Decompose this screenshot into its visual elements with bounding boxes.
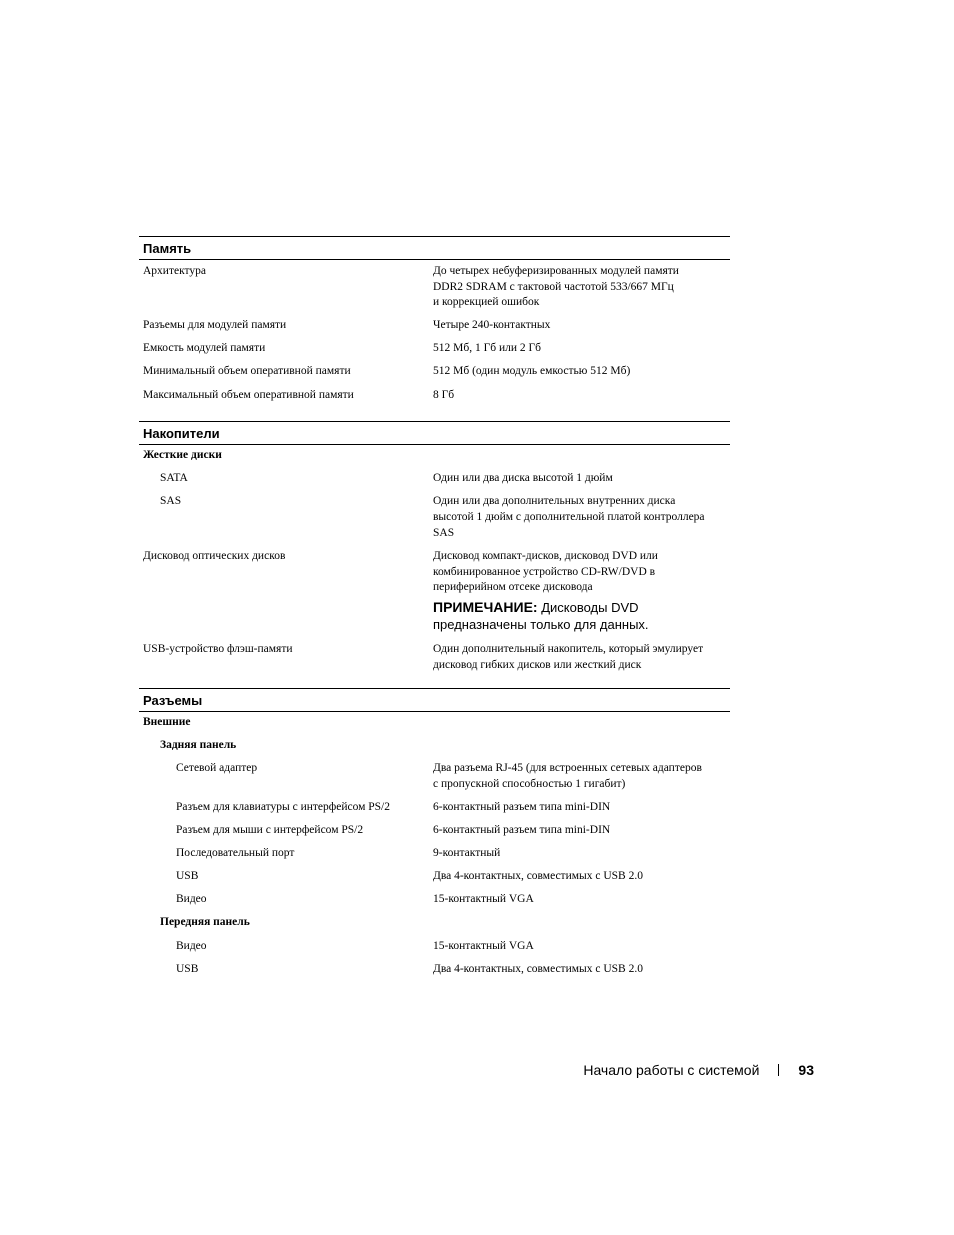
spec-label: SAS bbox=[160, 495, 182, 508]
spec-row-usb-flash bbox=[139, 642, 730, 673]
spec-value: 9-контактный bbox=[433, 847, 501, 860]
spec-row-max-memory bbox=[139, 388, 730, 404]
footer-title: Начало работы с системой bbox=[583, 1062, 760, 1078]
section-heading-drives: Накопители bbox=[139, 421, 730, 445]
spec-row-sas bbox=[139, 494, 730, 541]
spec-label: Видео bbox=[176, 893, 207, 906]
page-number: 93 bbox=[798, 1062, 814, 1078]
spec-label: USB bbox=[176, 962, 199, 975]
spec-value-line: Один или два дополнительных внутренних диска bbox=[433, 495, 676, 508]
spec-value-line: До четырех небуферизированных модулей памяти bbox=[433, 265, 679, 277]
spec-row-min-memory bbox=[139, 364, 730, 380]
spec-label: Видео bbox=[176, 939, 207, 952]
spec-row-front-usb bbox=[139, 962, 730, 978]
spec-label: Дисковод оптических дисков bbox=[143, 550, 286, 563]
subheading-back-panel: Задняя панель bbox=[160, 739, 237, 752]
subheading-hard-drives: Жесткие диски bbox=[143, 449, 222, 462]
spec-row-mouse-port bbox=[139, 823, 730, 839]
spec-table bbox=[139, 236, 730, 977]
spec-value: 512 Мб (один модуль емкостью 512 Мб) bbox=[433, 365, 631, 378]
spec-value-line: Два разъема RJ-45 (для встроенных сетевых адаптеров bbox=[433, 762, 702, 775]
spec-value: Два 4-контактных, совместимых с USB 2.0 bbox=[433, 870, 643, 883]
spec-value-line: высотой 1 дюйм с дополнительной платой контроллера bbox=[433, 510, 705, 523]
note bbox=[433, 599, 730, 633]
spec-label: Разъем для клавиатуры с интерфейсом PS/2 bbox=[176, 800, 391, 813]
spec-value-line: с пропускной способностью 1 гигабит) bbox=[433, 777, 626, 790]
spec-row-module-capacity bbox=[139, 341, 730, 357]
note-label: ПРИМЕЧАНИЕ: bbox=[433, 598, 538, 615]
spec-value-line: периферийном отсеке дисковода bbox=[433, 581, 593, 594]
spec-row-back-video bbox=[139, 892, 730, 908]
spec-value: Один или два диска высотой 1 дюйм bbox=[433, 472, 613, 485]
footer-separator bbox=[778, 1064, 779, 1076]
spec-label: USB bbox=[176, 870, 199, 883]
spec-value: 6-контактный разъем типа mini-DIN bbox=[433, 824, 611, 837]
spec-row-keyboard-port bbox=[139, 800, 730, 816]
spec-value: Четыре 240-контактных bbox=[433, 319, 551, 332]
spec-value-line: комбинированное устройство CD-RW/DVD в bbox=[433, 565, 656, 578]
spec-value bbox=[433, 264, 730, 311]
spec-label: Архитектура bbox=[143, 265, 207, 277]
spec-row-back-usb bbox=[139, 869, 730, 885]
spec-label: Максимальный объем оперативной памяти bbox=[143, 388, 354, 401]
spec-value: 512 Мб, 1 Гб или 2 Гб bbox=[433, 342, 541, 355]
spec-row-front-video bbox=[139, 939, 730, 955]
spec-value-line: DDR2 SDRAM с тактовой частотой 533/667 МГц bbox=[433, 280, 674, 293]
spec-label: USB-устройство флэш-памяти bbox=[143, 642, 293, 655]
spec-value: 6-контактный разъем типа mini-DIN bbox=[433, 800, 611, 813]
spec-value: 15-контактный VGA bbox=[433, 939, 534, 952]
spec-value bbox=[433, 642, 730, 673]
spec-value: 15-контактный VGA bbox=[433, 893, 534, 906]
page-footer bbox=[583, 1062, 814, 1078]
spec-value-line: и коррекцией ошибок bbox=[433, 296, 540, 309]
spec-label: Емкость модулей памяти bbox=[143, 342, 266, 355]
spec-row-serial-port bbox=[139, 846, 730, 862]
spec-value-line: дисковод гибких дисков или жесткий диск bbox=[433, 658, 642, 671]
spec-value-line: Один дополнительный накопитель, который эмулирует bbox=[433, 642, 704, 655]
spec-row-network-adapter bbox=[139, 761, 730, 792]
spec-row-sata bbox=[139, 471, 730, 487]
spec-value: 8 Гб bbox=[433, 388, 455, 401]
spec-label: Минимальный объем оперативной памяти bbox=[143, 365, 351, 378]
spec-value bbox=[433, 549, 730, 633]
spec-label: SATA bbox=[160, 472, 188, 485]
spec-label: Последовательный порт bbox=[176, 847, 295, 860]
section-heading-memory: Память bbox=[139, 236, 730, 260]
spec-label: Сетевой адаптер bbox=[176, 762, 258, 775]
spec-row-architecture bbox=[139, 264, 730, 311]
spec-value-line: Дисковод компакт-дисков, дисковод DVD или bbox=[433, 550, 658, 563]
spec-value bbox=[433, 494, 730, 541]
spec-label: Разъем для мыши с интерфейсом PS/2 bbox=[176, 824, 364, 837]
subheading-front-panel: Передняя панель bbox=[160, 916, 250, 929]
spec-label: Разъемы для модулей памяти bbox=[143, 319, 287, 332]
spec-row-optical-drive bbox=[139, 549, 730, 633]
note-text: предназначены только для данных. bbox=[433, 616, 649, 632]
spec-value bbox=[433, 761, 730, 792]
subheading-external: Внешние bbox=[143, 716, 191, 729]
section-heading-connectors: Разъемы bbox=[139, 688, 730, 712]
spec-row-memory-slots bbox=[139, 318, 730, 334]
spec-value: Два 4-контактных, совместимых с USB 2.0 bbox=[433, 962, 643, 975]
spec-value-line: SAS bbox=[433, 526, 455, 539]
note-text: Дисководы DVD bbox=[541, 599, 639, 615]
